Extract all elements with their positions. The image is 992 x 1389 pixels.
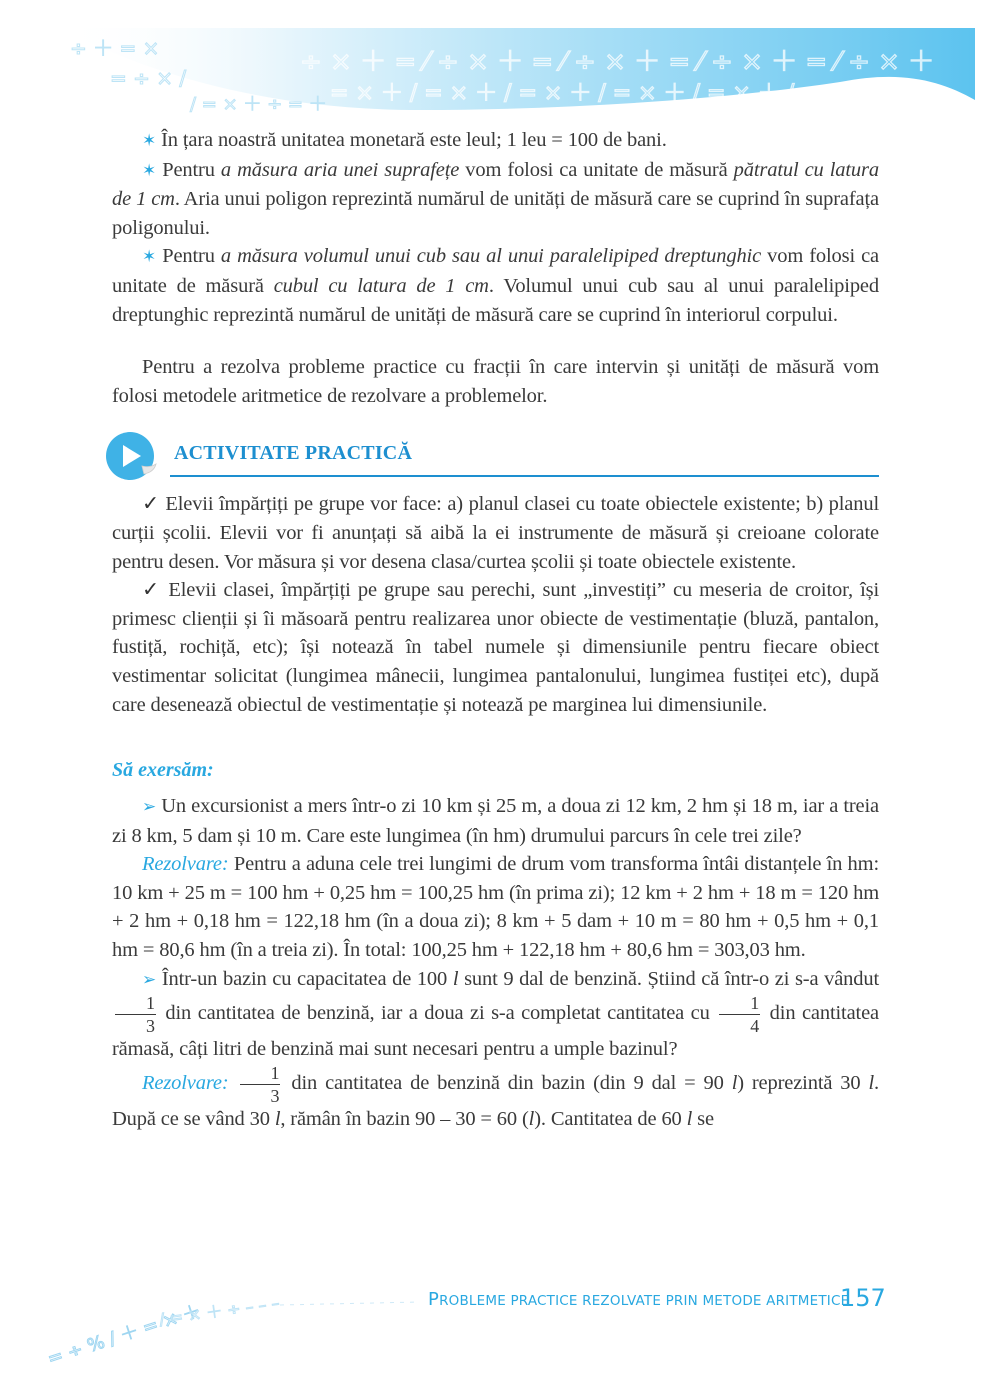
- svg-text:/ = × ＋ ÷ – – –: / = × ＋ ÷ – – –: [157, 1293, 281, 1329]
- svg-text:÷ ＋ = ×: ÷ ＋ = ×: [70, 36, 160, 60]
- exercise-2-solution: Rezolvare: $\frac{1}{3}$ din cantitatea de benzină din bazin (din 9 dal = 90 l) reprezintă 30 l. După ce se vând 30 l, rămân în bazin 90 – 30 = 60 (l). Cantitatea de 60 l se: [112, 1062, 879, 1130]
- footer-decoration: [0, 1280, 450, 1380]
- star-bullet-icon: ✶: [142, 160, 157, 180]
- intro-paragraph-currency: ✶ În țara noastră unitatea monetară este leul; 1 leu = 100 de bani.: [142, 129, 667, 151]
- exercises-heading: Să exersăm:: [112, 759, 214, 782]
- activity-item-plan: ✓ Elevii împărțiți pe grupe vor face: a) planul clasei cu toate obiectele existente; b) planul curții școlii. Elevii vor fi anunțați să aibă la ei instrumente de măsură și creioane colorate pentru desen. Vor măsura și vor desena clasa/curtea școlii și toate obiectele existente.: [112, 493, 879, 573]
- intro-paragraph-volume: ✶ Pentru a măsura volumul unui cub sau al unui paralelipiped dreptunghic vom folosi ca unitate de măsură cubul cu latura de 1 cm. Volumul unui cub sau al unui paralelipiped dreptunghic reprezintă numărul de unități de măsură care se cuprind în interiorul corpului.: [112, 245, 879, 326]
- spacer: [112, 329, 879, 353]
- exercise-1-solution: Rezolvare: Pentru a aduna cele trei lungimi de drum vom transforma întâi distanțele în hm: 10 km + 25 m = 100 hm + 0,25 hm = 100,25 hm (în prima zi); 12 km + 2 hm + 18 m = 120 hm + 2 hm + 0,18 hm = 122,18 hm (în a doua zi); 8 km + 5 dam + 10 m = 80 hm + 0,5 hm + 0,1 hm = 80,6 hm (în a treia zi). În total: 100,25 hm + 122,18 hm + 80,6 hm = 303,03 hm.: [112, 853, 879, 962]
- activity-item-tailor: ✓ Elevii clasei, împărțiți pe grupe sau perechi, sunt „investiți” cu meseria de croitor, își primesc clienții și îi măsoară pentru realizarea unor obiecte de vestimentație (bluză, pantalon, fustiță, rochiță, etc); își notează în tabel numele și dimensiunile pentru fiecare obiect vestimentar solicitat (lungimea mânecii, lungimea pantalonului, lungimea fustiței etc), după care desenează obiectul de vestimentație și notează pe marginea lui dimensiunile.: [112, 579, 880, 716]
- checkmark-icon: ✓: [142, 493, 160, 516]
- star-bullet-icon: ✶: [142, 131, 157, 150]
- spacer: [112, 719, 879, 759]
- running-title: PROBLEME PRACTICE REZOLVATE PRIN METODE ARITMETICE: [428, 1289, 850, 1310]
- header-banner: [0, 0, 992, 130]
- spacer: [112, 782, 879, 792]
- arrow-bullet-icon: ➢: [142, 797, 157, 817]
- page-content: [112, 126, 879, 1133]
- star-bullet-icon: ✶: [142, 247, 157, 267]
- exercise-2-problem: ➢ Într-un bazin cu capacitatea de 100 l sunt 9 dal de benzină. Știind că într-o zi s-a vândut $\frac{1}{3}$ din cantitatea de benzină, iar a doua zi s-a completat cantitatea cu $\frac{1}{4}$ din cantitatea rămasă, câți litri de benzină mai sunt necesari pentru a umple bazinul?: [112, 967, 879, 1061]
- page-number: 157: [840, 1284, 886, 1312]
- svg-text:= × ＋ / = × ＋ / = × ＋ / = × ＋: = × ＋ / = × ＋ / = × ＋ / = × ＋ / = × ＋ / =: [330, 81, 820, 106]
- svg-text:/ = × ＋ ÷ = ＋: / = × ＋ ÷ = ＋: [190, 94, 327, 115]
- svg-text:÷ × ＋ = ⁄ ÷ × ＋ = ⁄ ÷ × ＋ = ⁄: ÷ × ＋ = ⁄ ÷ × ＋ = ⁄ ÷ × ＋ = ⁄ ÷ × ＋ = ⁄ ÷ × ＋: [300, 47, 935, 77]
- solution-label: Rezolvare:: [142, 1072, 229, 1095]
- exercise-1-problem: ➢ Un excursionist a mers într-o zi 10 km și 25 m, a doua zi 12 km, 2 hm și 18 m, iar a treia zi 8 km, 5 dam și 10 m. Care este lungimea (în hm) drumului parcurs în cele trei zile?: [112, 795, 879, 847]
- play-icon: [104, 428, 160, 484]
- activity-title: ACTIVITATE PRACTICĂ: [174, 442, 413, 465]
- svg-text:= ÷ % / ＋ = × ＋: = ÷ % / ＋ = × ＋: [45, 1300, 204, 1370]
- arrow-bullet-icon: ➢: [142, 969, 157, 989]
- intro-paragraph-methods: Pentru a rezolva probleme practice cu fracții în care intervin și unități de măsură vom folosi metodele aritmetice de rezolvare a problemelor.: [112, 356, 879, 407]
- activity-section-header: [112, 428, 879, 484]
- fraction-one-third: $\frac{1}{3}$: [115, 994, 156, 1035]
- svg-text:= ÷ × /: = ÷ × /: [110, 66, 187, 90]
- section-divider: [170, 475, 879, 477]
- solution-label: Rezolvare:: [142, 853, 229, 876]
- checkmark-icon: ✓: [142, 579, 162, 602]
- intro-paragraph-area: ✶ Pentru a măsura aria unei suprafețe vom folosi ca unitate de măsură pătratul cu latura de 1 cm. Aria unui poligon reprezintă numărul de unități de măsură care se cuprind în suprafața poligonului.: [112, 158, 880, 239]
- fraction-one-third: $\frac{1}{3}$: [240, 1064, 281, 1105]
- fraction-one-quarter: $\frac{1}{4}$: [719, 994, 760, 1035]
